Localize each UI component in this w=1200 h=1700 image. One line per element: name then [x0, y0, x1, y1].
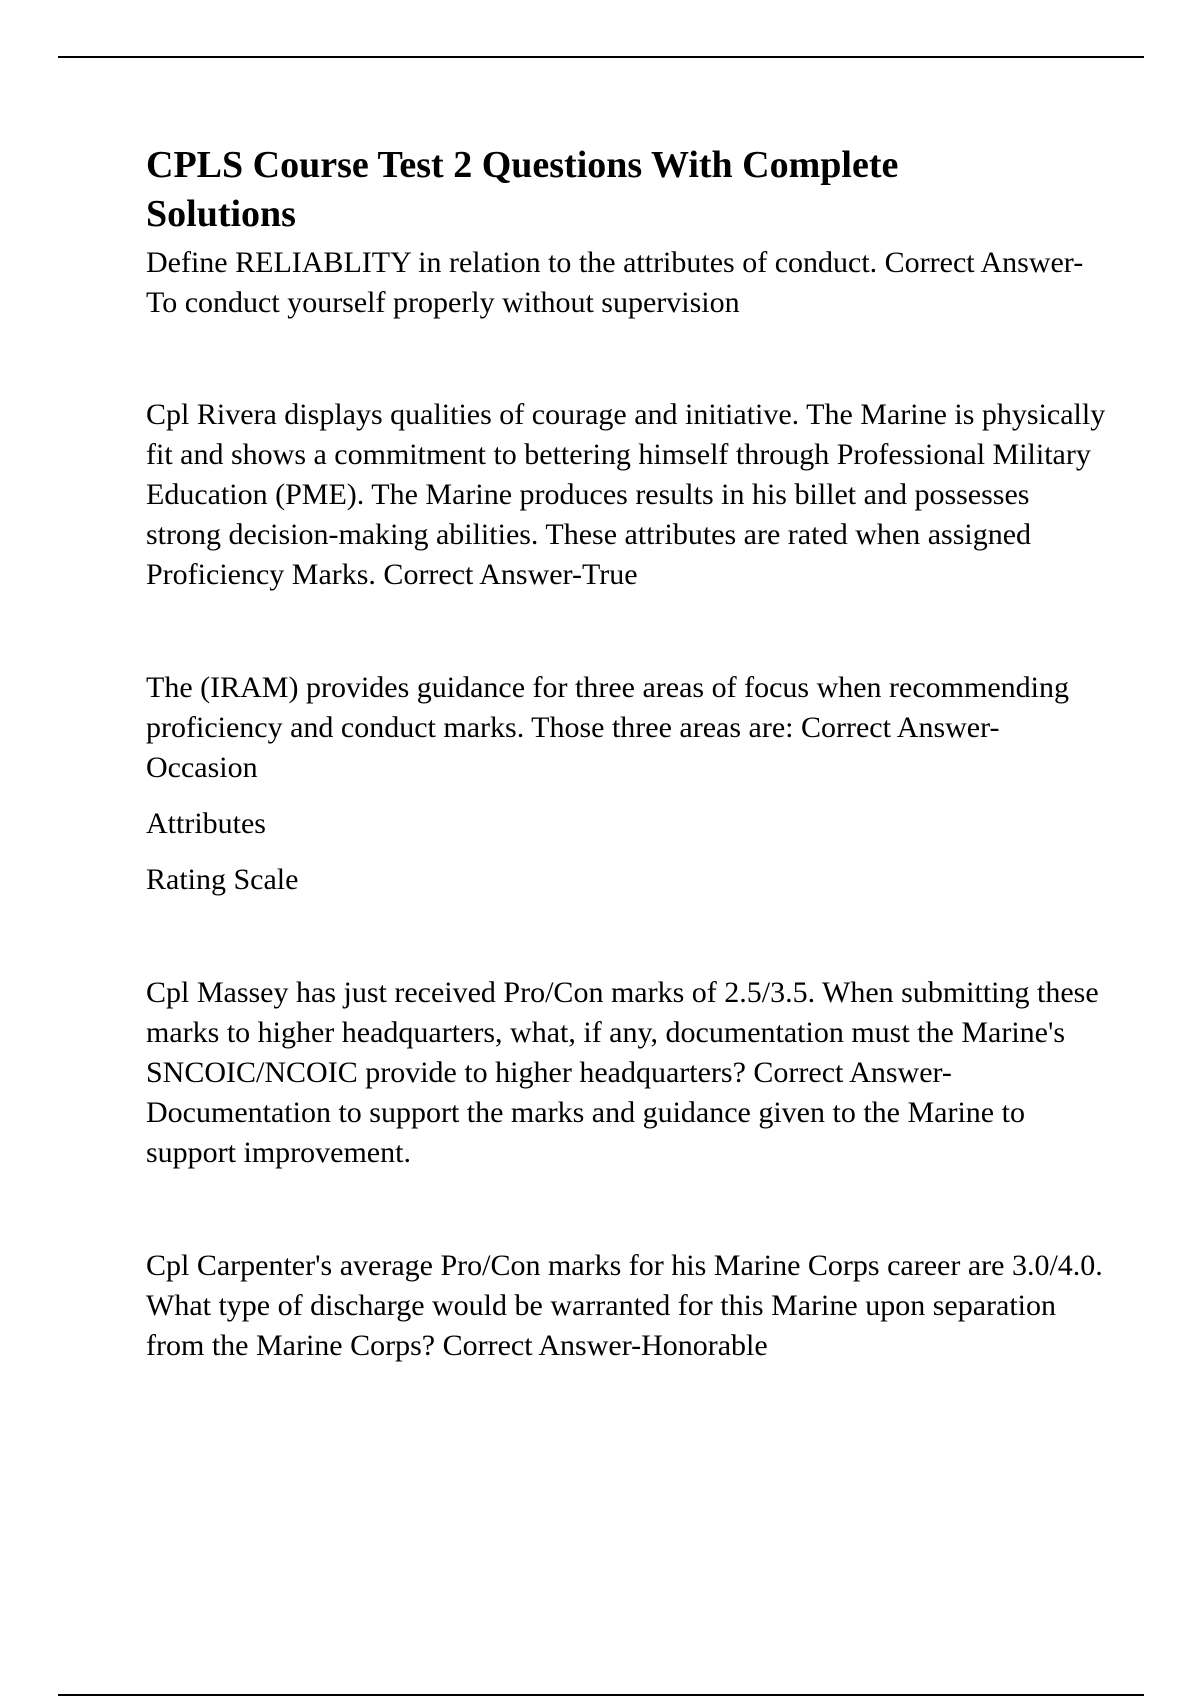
document-body — [146, 141, 1106, 1366]
footer-rule — [58, 1694, 1144, 1696]
qa-item-5: Cpl Carpenter's average Pro/Con marks for his Marine Corps career are 3.0/4.0. What type of discharge would be warranted for this Marine upon separation from the Marine Corps? Correct Answer-Honorable — [146, 1249, 1103, 1362]
qa-item-2: Cpl Rivera displays qualities of courage and initiative. The Marine is physically fit and shows a commitment to bettering himself through Professional Military Education (PME). The Marine produces results in his billet and possesses strong decision-making abilities. These attributes are rated when assigned Proficiency Marks. Correct Answer-True — [146, 398, 1106, 591]
header-rule — [58, 56, 1144, 58]
qa-item-3: The (IRAM) provides guidance for three areas of focus when recommending proficiency and conduct marks. Those three areas are: Correct Answer-Occasion — [146, 671, 1069, 784]
qa-item-3-answer-line-3: Rating Scale — [146, 863, 299, 896]
document-title: CPLS Course Test 2 Questions With Complete Solutions — [146, 144, 899, 235]
qa-item-4: Cpl Massey has just received Pro/Con marks of 2.5/3.5. When submitting these marks to higher headquarters, what, if any, documentation must the Marine's SNCOIC/NCOIC provide to higher headquarters? Correct Answer-Documentation to support the marks and guidance given to the Marine to support improvement. — [146, 976, 1099, 1169]
qa-item-1: Define RELIABLITY in relation to the attributes of conduct. Correct Answer-To conduct yourself properly without supervision — [146, 246, 1084, 319]
qa-item-3-answer-line-2: Attributes — [146, 807, 266, 840]
